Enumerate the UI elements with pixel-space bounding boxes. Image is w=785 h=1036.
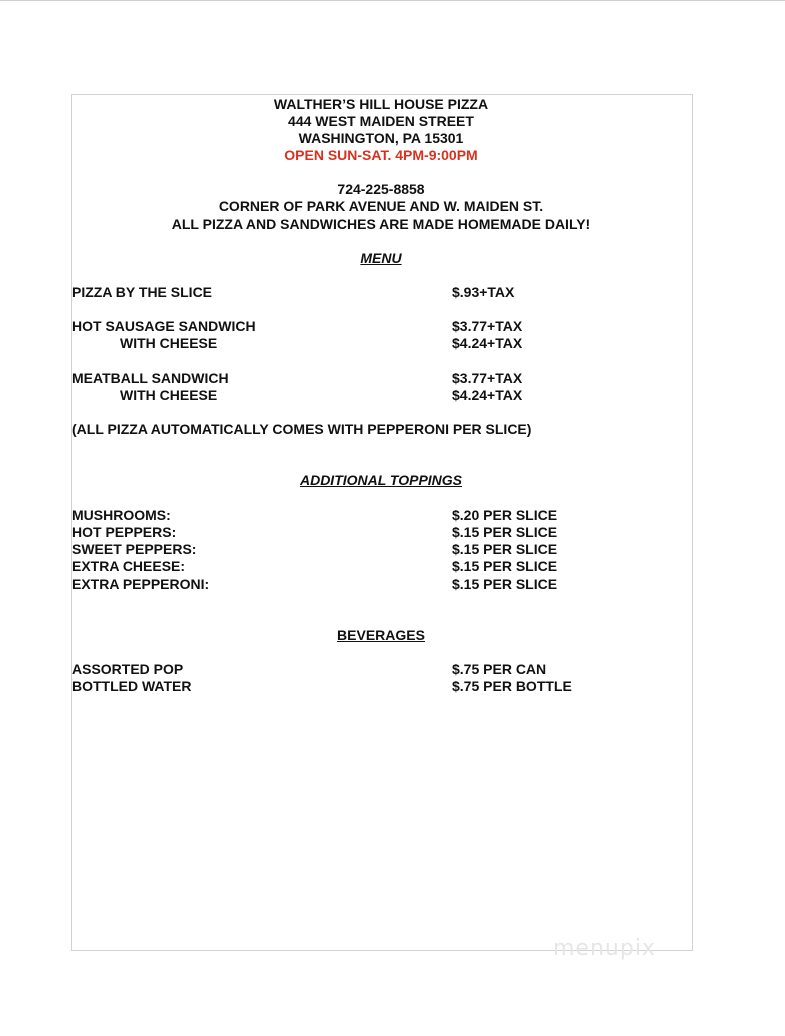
pepperoni-note: (ALL PIZZA AUTOMATICALLY COMES WITH PEPPERONI PER SLICE) — [72, 421, 532, 437]
menu-item-name: PIZZA BY THE SLICE — [72, 284, 213, 300]
city-state-zip: WASHINGTON, PA 15301 — [298, 130, 464, 146]
street-address: 444 WEST MAIDEN STREET — [288, 113, 474, 129]
phone-number: 724-225-8858 — [337, 181, 425, 197]
topping-name: EXTRA PEPPERONI: — [72, 576, 210, 592]
menu-item-price: $4.24+TAX — [452, 387, 523, 403]
toppings-heading: ADDITIONAL TOPPINGS — [299, 472, 463, 488]
menu-item-price: $3.77+TAX — [452, 370, 523, 386]
topping-price: $.15 PER SLICE — [452, 541, 558, 557]
topping-price: $.20 PER SLICE — [452, 507, 558, 523]
beverage-name: BOTTLED WATER — [72, 678, 192, 694]
topping-name: MUSHROOMS: — [72, 507, 171, 523]
topping-name: SWEET PEPPERS: — [72, 541, 197, 557]
menu-heading: MENU — [360, 250, 402, 266]
beverage-name: ASSORTED POP — [72, 661, 184, 677]
menu-item-price: $3.77+TAX — [452, 318, 523, 334]
menu-item-price: $4.24+TAX — [452, 335, 523, 351]
topping-name: HOT PEPPERS: — [72, 524, 177, 540]
menu-item-name: MEATBALL SANDWICH — [72, 370, 229, 386]
menu-item-option: WITH CHEESE — [120, 387, 218, 403]
menu-item-option: WITH CHEESE — [120, 335, 218, 351]
beverage-price: $.75 PER CAN — [452, 661, 547, 677]
opening-hours: OPEN SUN-SAT. 4PM-9:00PM — [284, 147, 478, 163]
corner-location: CORNER OF PARK AVENUE AND W. MAIDEN ST. — [218, 198, 544, 214]
menupix-watermark: menupix — [553, 936, 656, 961]
menu-item-name: HOT SAUSAGE SANDWICH — [72, 318, 256, 334]
beverages-heading: BEVERAGES — [337, 627, 425, 643]
top-divider — [0, 0, 785, 1]
topping-price: $.15 PER SLICE — [452, 524, 558, 540]
restaurant-name: WALTHER’S HILL HOUSE PIZZA — [273, 96, 489, 112]
homemade-tagline: ALL PIZZA AND SANDWICHES ARE MADE HOMEMADE DAILY! — [171, 216, 591, 232]
topping-name: EXTRA CHEESE: — [72, 558, 186, 574]
beverage-price: $.75 PER BOTTLE — [452, 678, 572, 694]
menu-item-price: $.93+TAX — [452, 284, 515, 300]
topping-price: $.15 PER SLICE — [452, 576, 558, 592]
topping-price: $.15 PER SLICE — [452, 558, 558, 574]
